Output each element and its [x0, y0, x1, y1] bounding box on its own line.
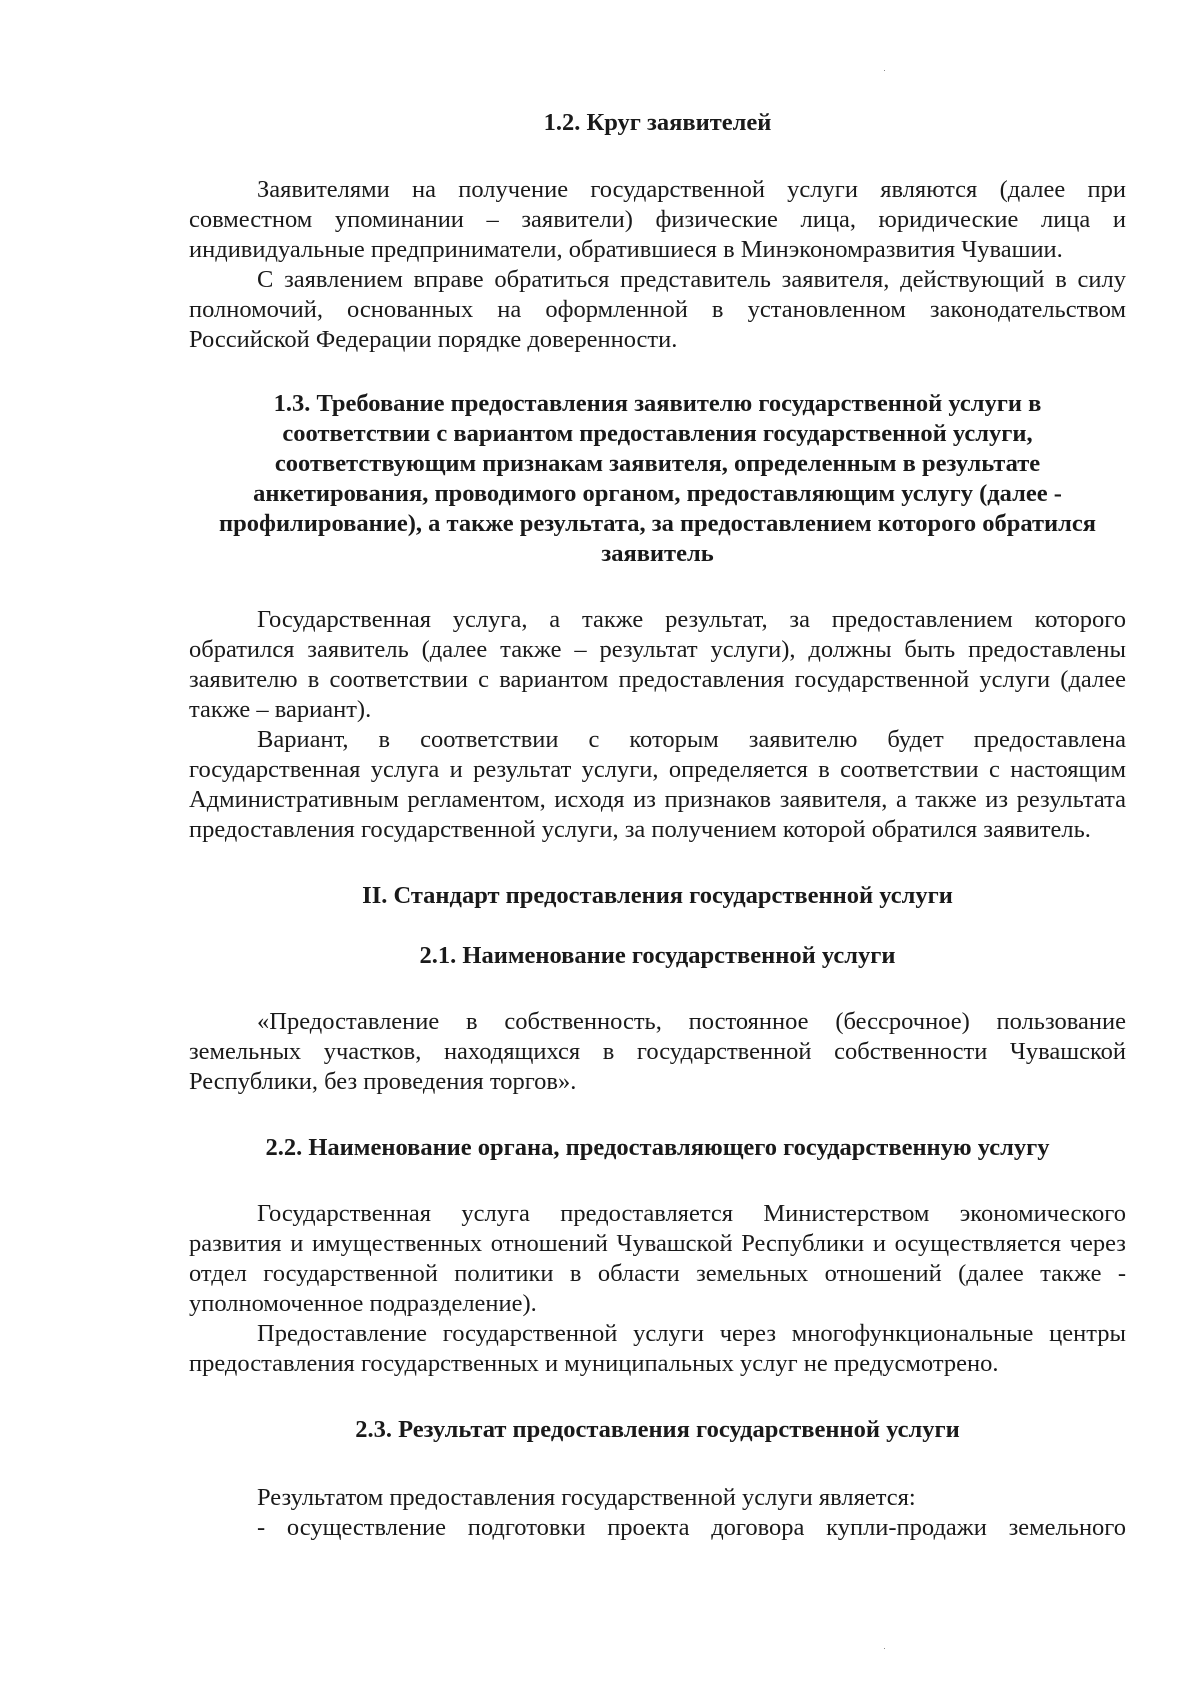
scan-speck [884, 70, 885, 71]
section-body-2-1 [189, 1007, 1126, 1097]
paragraph-mfc: Предоставление государственной услуги через многофункциональные центры предоставления государственных и муниципальных услуг не предусмотрено. [189, 1320, 1126, 1377]
section-heading-2-1: 2.1. Наименование государственной услуги [419, 942, 896, 969]
paragraph-applicants: Заявителями на получение государственной услуги являются (далее при совместном упоминании – заявители) физические лица, юридические лица и индивидуальные предприниматели, обратившиеся в Минэкономразвития Чувашии. [189, 176, 1126, 263]
paragraph-ministry: Государственная услуга предоставляется Министерством экономического развития и имущественных отношений Чувашской Республики и осуществляется через отдел государственной политики в области земельных отношений (далее также - уполномоченное подразделение). [189, 1200, 1126, 1317]
section-body-1-3 [189, 605, 1126, 845]
paragraph-service-result: Государственная услуга, а также результат, за предоставлением которого обратился заявитель (далее также – результат услуги), должны быть предоставлены заявителю в соответствии с вариантом предоставления государственной услуги (далее также – вариант). [189, 606, 1126, 723]
paragraph-service-name: «Предоставление в собственность, постоянное (бессрочное) пользование земельных участков, находящихся в государственной собственности Чувашской Республики, без проведения торгов». [189, 1008, 1126, 1095]
section-body-1-2 [189, 175, 1126, 355]
section-heading-1-3: 1.3. Требование предоставления заявителю государственной услуги в соответствии с вариантом предоставления государственной услуги, соответствующим признакам заявителя, определенным в результате анкетирования, проводимого органом, предоставляющим услугу (далее - профилирование), а также результата, за предоставлением которого обратился заявитель [219, 390, 1096, 567]
section-body-2-3 [189, 1483, 1126, 1543]
chapter-heading-II: II. Стандарт предоставления государственной услуги [362, 882, 953, 909]
section-body-2-2 [189, 1199, 1126, 1379]
section-heading-1-2: 1.2. Круг заявителей [543, 109, 772, 136]
paragraph-variant: Вариант, в соответствии с которым заявителю будет предоставлена государственная услуга и результат услуги, определяется в соответствии с настоящим Административным регламентом, исходя из признаков заявителя, а также из результата предоставления государственной услуги, за получением которой обратился заявитель. [189, 726, 1126, 843]
paragraph-representative: С заявлением вправе обратиться представитель заявителя, действующий в силу полномочий, основанных на оформленной в установленном законодательством Российской Федерации порядке доверенности. [189, 266, 1126, 353]
paragraph-result-intro: Результатом предоставления государственной услуги является: [257, 1484, 916, 1511]
section-heading-2-2: 2.2. Наименование органа, предоставляющего государственную услугу [265, 1134, 1050, 1161]
list-item-contract-preparation: - осуществление подготовки проекта договора купли-продажи земельного [257, 1514, 1126, 1541]
scan-speck [884, 1648, 885, 1649]
section-heading-2-3: 2.3. Результат предоставления государственной услуги [355, 1416, 960, 1443]
